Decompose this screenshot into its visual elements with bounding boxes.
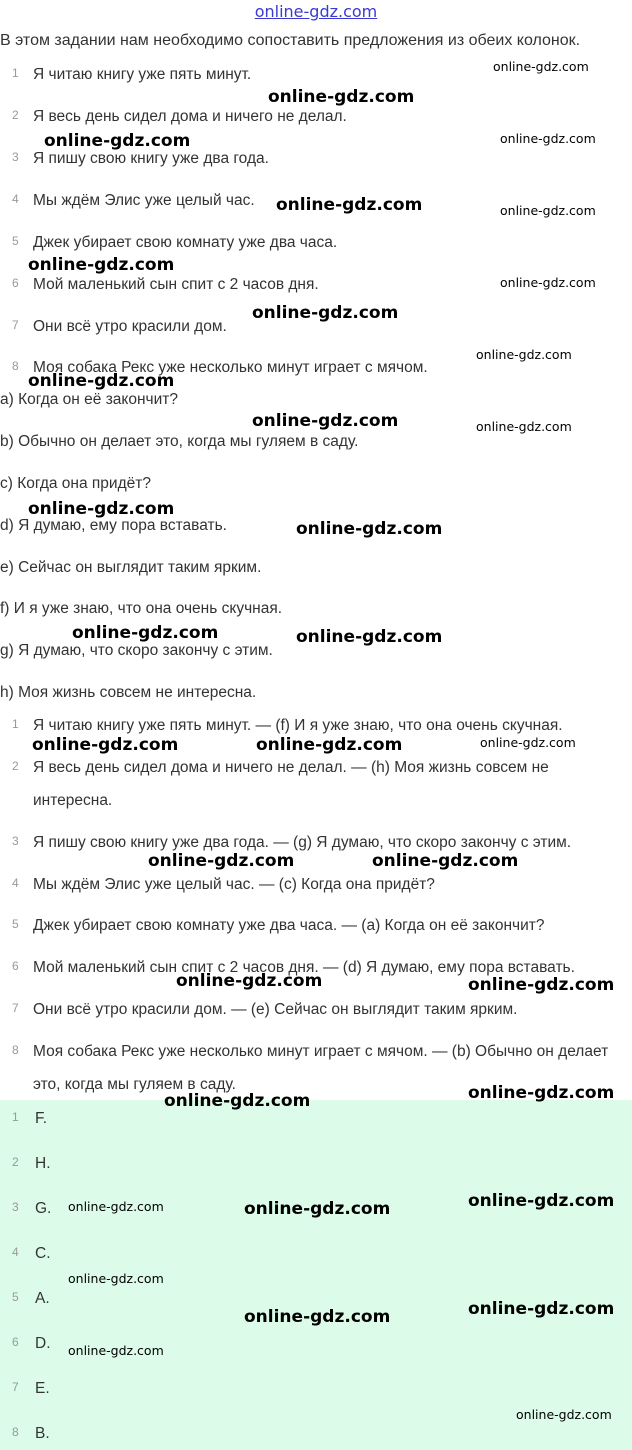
task-intro: В этом задании нам необходимо сопоставить предложения из обеих колонок. (0, 32, 581, 49)
answer-number: 4 (12, 1245, 19, 1259)
watermark: online-gdz.com (468, 975, 615, 995)
match-number: 2 (12, 759, 19, 773)
sentence-text: Я пишу свою книгу уже два года. (33, 150, 269, 167)
watermark: online-gdz.com (68, 1199, 164, 1214)
option-item: b) Обычно он делает это, когда мы гуляем в саду. (0, 433, 359, 450)
answer-text: G. (35, 1200, 52, 1217)
watermark: online-gdz.com (516, 1407, 612, 1422)
answer-text: E. (35, 1380, 50, 1397)
watermark: online-gdz.com (68, 1343, 164, 1358)
match-text: Они всё утро красили дом. — (e) Сейчас он выглядит таким ярким. (33, 1001, 518, 1018)
answer-number: 7 (12, 1380, 19, 1394)
answer-number: 8 (12, 1425, 19, 1439)
watermark: online-gdz.com (500, 203, 596, 218)
watermark: online-gdz.com (500, 131, 596, 146)
match-number: 8 (12, 1043, 19, 1057)
match-number: 6 (12, 959, 19, 973)
match-text: Джек убирает свою комнату уже два часа. — (a) Когда он её закончит? (33, 917, 545, 934)
sentence-number: 5 (12, 234, 19, 248)
answer-text: F. (35, 1110, 48, 1127)
watermark: online-gdz.com (28, 499, 175, 519)
sentence-text: Мы ждём Элис уже целый час. (33, 192, 255, 209)
sentence-number: 2 (12, 108, 19, 122)
watermark: online-gdz.com (68, 1271, 164, 1286)
answer-text: D. (35, 1335, 51, 1352)
answer-text: B. (35, 1425, 50, 1442)
watermark: online-gdz.com (476, 419, 572, 434)
sentence-number: 6 (12, 276, 19, 290)
watermark: online-gdz.com (493, 59, 589, 74)
watermark: online-gdz.com (296, 519, 443, 539)
watermark: online-gdz.com (244, 1199, 391, 1219)
option-item: c) Когда она придёт? (0, 475, 151, 492)
match-number: 4 (12, 876, 19, 890)
site-header-link[interactable]: online-gdz.com (254, 2, 378, 21)
match-number: 3 (12, 834, 19, 848)
watermark: online-gdz.com (44, 131, 191, 151)
sentence-text: Я весь день сидел дома и ничего не делал. (33, 108, 347, 125)
watermark: online-gdz.com (500, 275, 596, 290)
answer-number: 6 (12, 1335, 19, 1349)
match-text: Я пишу свою книгу уже два года. — (g) Я думаю, что скоро закончу с этим. (33, 834, 572, 851)
option-item: d) Я думаю, ему пора вставать. (0, 517, 227, 534)
watermark: online-gdz.com (468, 1191, 615, 1211)
sentence-text: Мой маленький сын спит с 2 часов дня. (33, 276, 319, 293)
watermark: online-gdz.com (276, 195, 423, 215)
watermark: online-gdz.com (244, 1307, 391, 1327)
match-text: Мой маленький сын спит с 2 часов дня. — (d) Я думаю, ему пора вставать. (33, 959, 575, 976)
watermark: online-gdz.com (32, 735, 179, 755)
watermark: online-gdz.com (28, 371, 175, 391)
watermark: online-gdz.com (480, 735, 576, 750)
sentence-number: 4 (12, 192, 19, 206)
answer-number: 1 (12, 1110, 19, 1124)
option-item: e) Сейчас он выглядит таким ярким. (0, 559, 262, 576)
watermark: online-gdz.com (468, 1083, 615, 1103)
watermark: online-gdz.com (372, 851, 519, 871)
sentence-number: 8 (12, 359, 19, 373)
answer-text: C. (35, 1245, 51, 1262)
watermark: online-gdz.com (164, 1091, 311, 1111)
match-number: 1 (12, 717, 19, 731)
sentence-text: Моя собака Рекс уже несколько минут играет с мячом. (33, 359, 428, 376)
option-item: a) Когда он её закончит? (0, 391, 179, 408)
answer-number: 2 (12, 1155, 19, 1169)
watermark: online-gdz.com (176, 971, 323, 991)
watermark: online-gdz.com (476, 347, 572, 362)
answer-text: A. (35, 1290, 50, 1307)
sentence-text: Они всё утро красили дом. (33, 318, 227, 335)
option-item: g) Я думаю, что скоро закончу с этим. (0, 642, 273, 659)
watermark: online-gdz.com (296, 627, 443, 647)
watermark: online-gdz.com (468, 1299, 615, 1319)
match-text: Я весь день сидел дома и ничего не делал. — (h) Моя жизнь совсем не интересна. (33, 759, 549, 809)
sentence-number: 7 (12, 318, 19, 332)
sentence-number: 3 (12, 150, 19, 164)
answer-text: H. (35, 1155, 51, 1172)
watermark: online-gdz.com (28, 255, 175, 275)
answer-number: 5 (12, 1290, 19, 1304)
watermark: online-gdz.com (252, 303, 399, 323)
watermark: online-gdz.com (256, 735, 403, 755)
option-item: f) И я уже знаю, что она очень скучная. (0, 600, 283, 617)
watermark: online-gdz.com (72, 623, 219, 643)
watermark: online-gdz.com (268, 87, 415, 107)
watermark: online-gdz.com (148, 851, 295, 871)
sentence-text: Джек убирает свою комнату уже два часа. (33, 234, 338, 251)
sentence-text: Я читаю книгу уже пять минут. (33, 66, 252, 83)
match-text: Я читаю книгу уже пять минут. — (f) И я уже знаю, что она очень скучная. (33, 717, 563, 734)
match-text: Мы ждём Элис уже целый час. — (c) Когда она придёт? (33, 876, 435, 893)
match-number: 5 (12, 917, 19, 931)
option-item: h) Моя жизнь совсем не интересна. (0, 684, 257, 701)
watermark: online-gdz.com (252, 411, 399, 431)
answer-number: 3 (12, 1200, 19, 1214)
match-number: 7 (12, 1001, 19, 1015)
sentence-number: 1 (12, 66, 19, 80)
match-text: Моя собака Рекс уже несколько минут играет с мячом. — (b) Обычно он делает это, когда мы гуляем в саду. (33, 1043, 609, 1093)
